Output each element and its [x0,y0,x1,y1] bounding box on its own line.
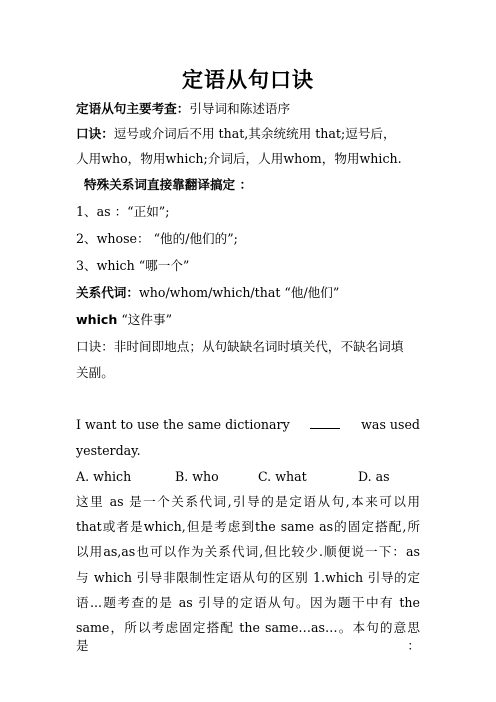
mnemonic-line [76,125,420,143]
option-a: A. which [76,469,132,484]
option-b: B. who [175,469,219,484]
relative-pronoun-line [76,284,420,302]
answer-blank [310,416,340,429]
relative-pronoun-text: who/whom/which/that “他/他们” [138,285,340,300]
explanation-line: 以用as,as也可以作为关系代词,但比较少.顺便说一下：as [76,544,420,559]
option-d: D. as [358,469,390,484]
which-line [76,311,420,329]
question-line-2: yesterday. [76,443,141,458]
which-label: which [76,312,118,327]
question-line [76,416,420,434]
focus-line [76,100,420,118]
mnemonic-2-line: 口诀：非时间即地点；从句缺缺名词时填关代，不缺名词填 [76,339,404,354]
list-item: 1、as ：“正如”; [76,204,170,219]
explanation-line: same，所以考虑固定搭配 the same…as…。本句的意思是： [76,620,420,653]
mnemonic-2-line-2: 关副。 [76,365,114,380]
question-text-2: was used [361,417,420,432]
special-relatives-heading: 特殊关系词直接靠翻译搞定 ： [84,177,253,192]
list-item: 2、whose： “他的/他们的”; [76,231,238,246]
relative-pronoun-label: 关系代词： [76,285,139,300]
explanation-line: 与 which 引导非限制性定语从句的区别 1.which 引导的定 [76,570,420,585]
focus-text: 引导词和陈述语序 [189,101,291,116]
mnemonic-text: 逗号或介词后不用 that,其余统统用 that;逗号后， [113,126,396,141]
explanation-line: 语...题考查的是 as 引导的定语从句。因为题干中有 the [76,595,420,610]
list-item: 3、which “哪一个” [76,258,190,273]
option-c: C. what [258,469,307,484]
mnemonic-label: 口诀： [76,126,114,141]
explanation-line: 这里 as 是一个关系代词,引导的是定语从句,本来可以用 [76,494,420,509]
mnemonic-line-2: 人用who，物用which;介词后，人用whom，物用which. [76,151,402,166]
question-text: I want to use the same dictionary [76,417,290,432]
focus-label: 定语从句主要考查： [76,101,190,116]
page-title: 定语从句口诀 [182,68,314,92]
which-text: “这件事” [117,312,173,327]
explanation-line: that或者是which,但是考虑到the same as的固定搭配,所 [76,519,420,534]
